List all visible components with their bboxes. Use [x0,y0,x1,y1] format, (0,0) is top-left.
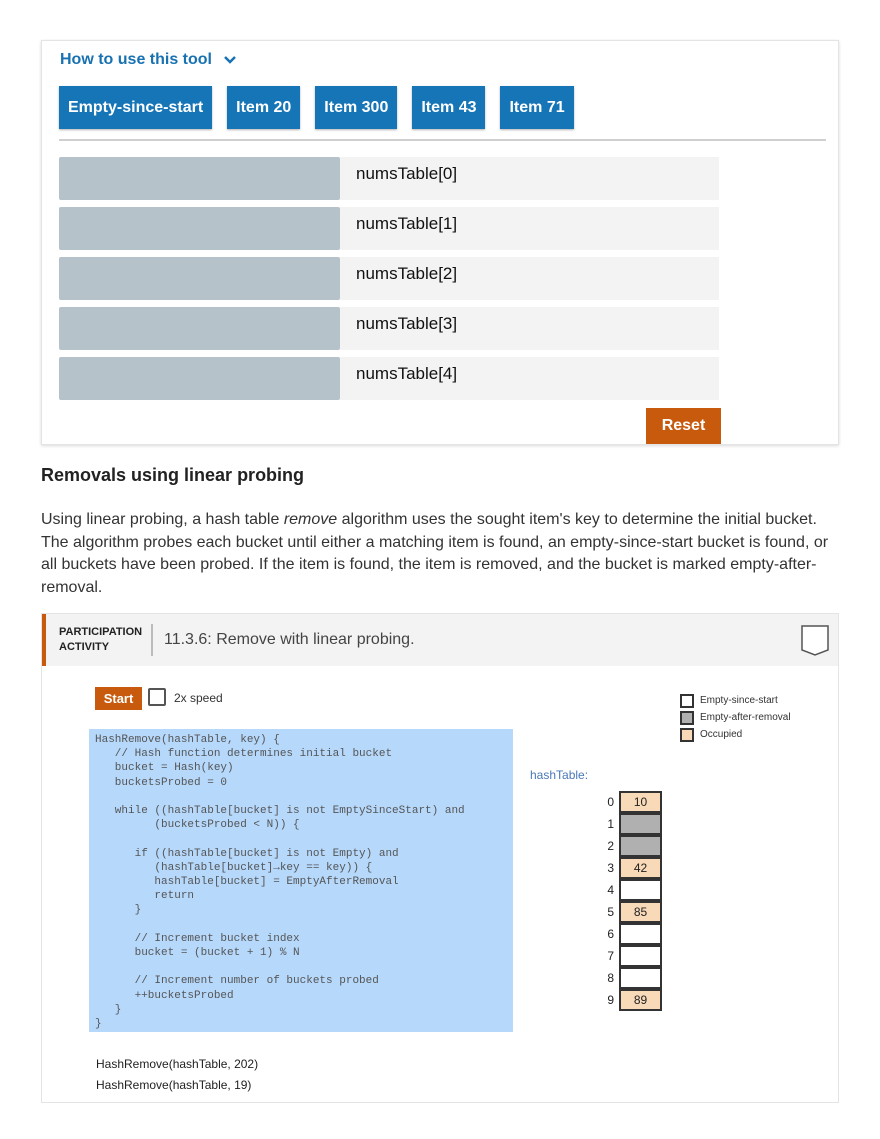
hash-table-bucket [602,902,672,924]
item-buttons [59,86,574,129]
nums-table-label: numsTable[2] [340,257,719,300]
activity-type [59,625,142,655]
chevron-down-icon [222,52,238,68]
nums-table-row [59,207,719,250]
divider [59,139,826,141]
activity-type-line2: ACTIVITY [59,641,110,653]
reset-button[interactable]: Reset [646,408,721,444]
legend-item [680,692,791,709]
bucket-cell [619,879,662,901]
item-71-button[interactable]: Item 71 [500,86,573,129]
nums-table-row [59,257,719,300]
legend-label: Occupied [700,729,743,740]
bucket-cell [619,813,662,835]
nums-table-label: numsTable[0] [340,157,719,200]
drop-slot[interactable] [59,157,340,200]
completion-badge-icon [800,624,830,657]
drop-slot[interactable] [59,307,340,350]
item-20-button[interactable]: Item 20 [227,86,300,129]
nums-table-row [59,307,719,350]
header-separator [151,624,153,656]
nums-table [59,157,719,407]
bucket-index: 6 [607,927,614,941]
legend-swatch [680,694,694,708]
nums-table-label: numsTable[1] [340,207,719,250]
hash-table-bucket [602,858,672,880]
bucket-index: 3 [607,861,614,875]
para-emphasis: remove [283,511,338,528]
bucket-index: 9 [607,993,614,1007]
nums-table-label: numsTable[4] [340,357,719,400]
legend [680,692,791,743]
bucket-index: 8 [607,971,614,985]
bucket-cell: 42 [619,857,662,879]
hash-table-label: hashTable: [530,768,589,782]
hash-table-bucket [602,792,672,814]
activity-title: 11.3.6: Remove with linear probing. [164,631,415,648]
bucket-cell [619,967,662,989]
bucket-cell [619,835,662,857]
item-43-button[interactable]: Item 43 [412,86,485,129]
hash-table-bucket [602,990,672,1012]
bucket-cell [619,945,662,967]
empty-since-start-button[interactable]: Empty-since-start [59,86,212,129]
drop-slot[interactable] [59,357,340,400]
participation-activity [41,613,839,1103]
hash-table-bucket [602,814,672,836]
hash-table-bucket [602,836,672,858]
legend-item [680,709,791,726]
activity-type-line1: PARTICIPATION [59,626,143,638]
nums-table-row [59,157,719,200]
speed-label: 2x speed [174,691,223,705]
para-text-after: algorithm uses the sought item's key to determine the initial bucket. The algorithm probes each bucket until either a matching item is found, an empty-since-start bucket is found, or all buckets have been probed. If the item is found, the item is removed, and the bucket is marked empty-after-removal. [41,511,829,596]
bucket-cell: 89 [619,989,662,1011]
nums-table-label: numsTable[3] [340,307,719,350]
drop-slot[interactable] [59,207,340,250]
bucket-cell: 10 [619,791,662,813]
operation-list [96,1054,258,1096]
bucket-cell: 85 [619,901,662,923]
hash-table-bucket [602,924,672,946]
hash-table-bucket [602,968,672,990]
hash-table-bucket [602,880,672,902]
bucket-index: 0 [607,795,614,809]
bucket-index: 4 [607,883,614,897]
section-paragraph [41,509,841,599]
legend-swatch [680,728,694,742]
bucket-index: 5 [607,905,614,919]
bucket-index: 1 [607,817,614,831]
legend-swatch [680,711,694,725]
legend-item [680,726,791,743]
hash-table-bucket [602,946,672,968]
start-button[interactable]: Start [95,687,142,710]
bucket-cell [619,923,662,945]
section-heading: Removals using linear probing [41,465,305,485]
legend-label: Empty-after-removal [700,712,791,723]
speed-checkbox[interactable] [148,688,166,706]
bucket-index: 7 [607,949,614,963]
bucket-index: 2 [607,839,614,853]
para-text-before: Using linear probing, a hash table [41,511,284,528]
tool-card [41,40,839,445]
operation-item: HashRemove(hashTable, 19) [96,1078,252,1092]
how-to-label: How to use this tool [60,51,212,68]
nums-table-row [59,357,719,400]
item-300-button[interactable]: Item 300 [315,86,397,129]
drop-slot[interactable] [59,257,340,300]
pseudocode-block: HashRemove(hashTable, key) { // Hash function determines initial bucket bucket = Hash(key) bucketsProbed = 0 while ((hashTable[bucket] is not EmptySinceStart) and (bucketsProbed < N)) { if ((hashTable[bucket] is not Empty) and (hashTable[bucket]→key == key)) { hashTable[bucket] = EmptyAfterRemoval return } // Increment bucket index bucket = (bucket + 1) % N // Increment number of buckets probed ++bucketsProbed } } [89,729,513,1032]
operation-item: HashRemove(hashTable, 202) [96,1057,259,1071]
legend-label: Empty-since-start [700,695,778,706]
how-to-use-toggle[interactable] [60,51,238,69]
activity-header [42,614,838,666]
